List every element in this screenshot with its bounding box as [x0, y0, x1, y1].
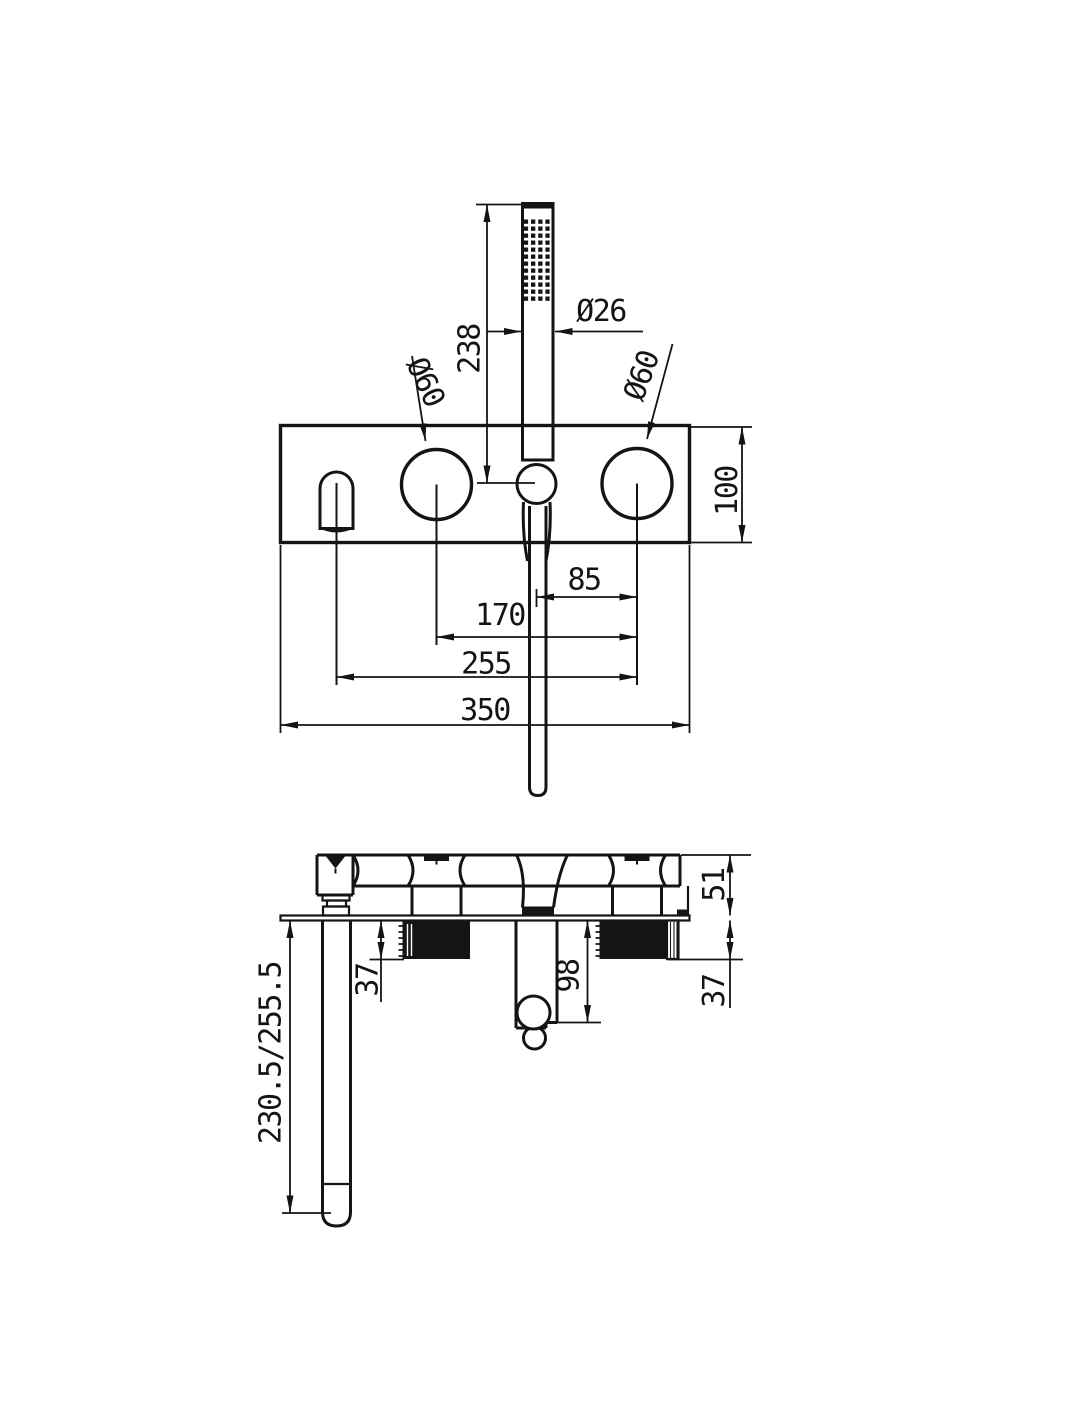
front-view	[281, 202, 753, 796]
handshower-wand	[521, 202, 555, 561]
thread-block	[403, 921, 471, 960]
holder-side-arc	[517, 855, 524, 908]
dim-text-350: 350	[460, 693, 510, 728]
thread-crests	[399, 926, 403, 956]
dim-text-51: 51	[697, 868, 732, 902]
dim-text-37-left: 37	[350, 963, 386, 997]
diverter-notch	[326, 857, 345, 869]
dimension-body-projection	[681, 855, 751, 916]
spout-projection	[323, 921, 351, 1227]
dim-text-spout-length: 230.5/255.5	[253, 961, 289, 1145]
wand-spray-face	[524, 220, 550, 302]
wand-handle-left-edge	[523, 502, 527, 561]
dim-text-255: 255	[461, 646, 511, 682]
wand-top-cap	[521, 202, 555, 209]
dim-text-238: 238	[452, 324, 488, 374]
dim-text-dia26: Ø26	[576, 294, 626, 329]
dimension-plate-width	[281, 545, 690, 733]
dimension-holder-to-right-knob	[537, 563, 638, 608]
thread-crests	[596, 926, 600, 956]
dim-text-37-right: 37	[697, 974, 732, 1008]
spout-end-cap	[323, 1184, 351, 1226]
wall-plate-front	[281, 426, 690, 543]
top-view	[254, 855, 752, 1226]
handshower-holder-front	[517, 465, 556, 504]
knob-side-arc	[661, 855, 666, 886]
knob-index-notch	[424, 856, 449, 861]
diverter-nipple-3	[323, 907, 349, 916]
dim-text-dia60-right: Ø60	[617, 346, 667, 406]
holder-ball	[517, 996, 550, 1029]
hose-end-cap	[530, 787, 547, 796]
dimension-left-inlet-depth	[351, 921, 405, 1003]
right-inlet-thread	[596, 921, 679, 960]
wall-plate-top-view	[281, 916, 690, 921]
handshower-hose	[530, 506, 547, 796]
dimension-plate-height	[691, 427, 752, 543]
dimension-spout-projection	[254, 921, 332, 1214]
left-inlet-thread	[399, 921, 471, 960]
dimension-diverter-to-right-knob	[337, 647, 638, 682]
dim-text-dia60-left: Ø60	[398, 352, 452, 412]
label-left-knob-diameter	[399, 352, 452, 441]
knob-index-notch	[625, 856, 650, 861]
dim-text-170: 170	[475, 598, 525, 633]
knob-side-arc	[408, 855, 413, 886]
holder-base-pad	[522, 907, 554, 916]
dimension-handshower-diameter	[487, 294, 643, 332]
diverter-top-view	[317, 855, 358, 916]
thread-block	[600, 921, 668, 960]
dim-text-85: 85	[567, 562, 601, 598]
holder-side-arc	[554, 855, 568, 908]
dimension-holder-projection	[552, 921, 602, 1023]
knob-side-arc	[609, 855, 614, 886]
thread-collar-lines	[671, 922, 678, 958]
knob-side-arc	[460, 855, 465, 886]
dim-text-98: 98	[551, 959, 587, 993]
dim-text-100: 100	[710, 466, 745, 516]
